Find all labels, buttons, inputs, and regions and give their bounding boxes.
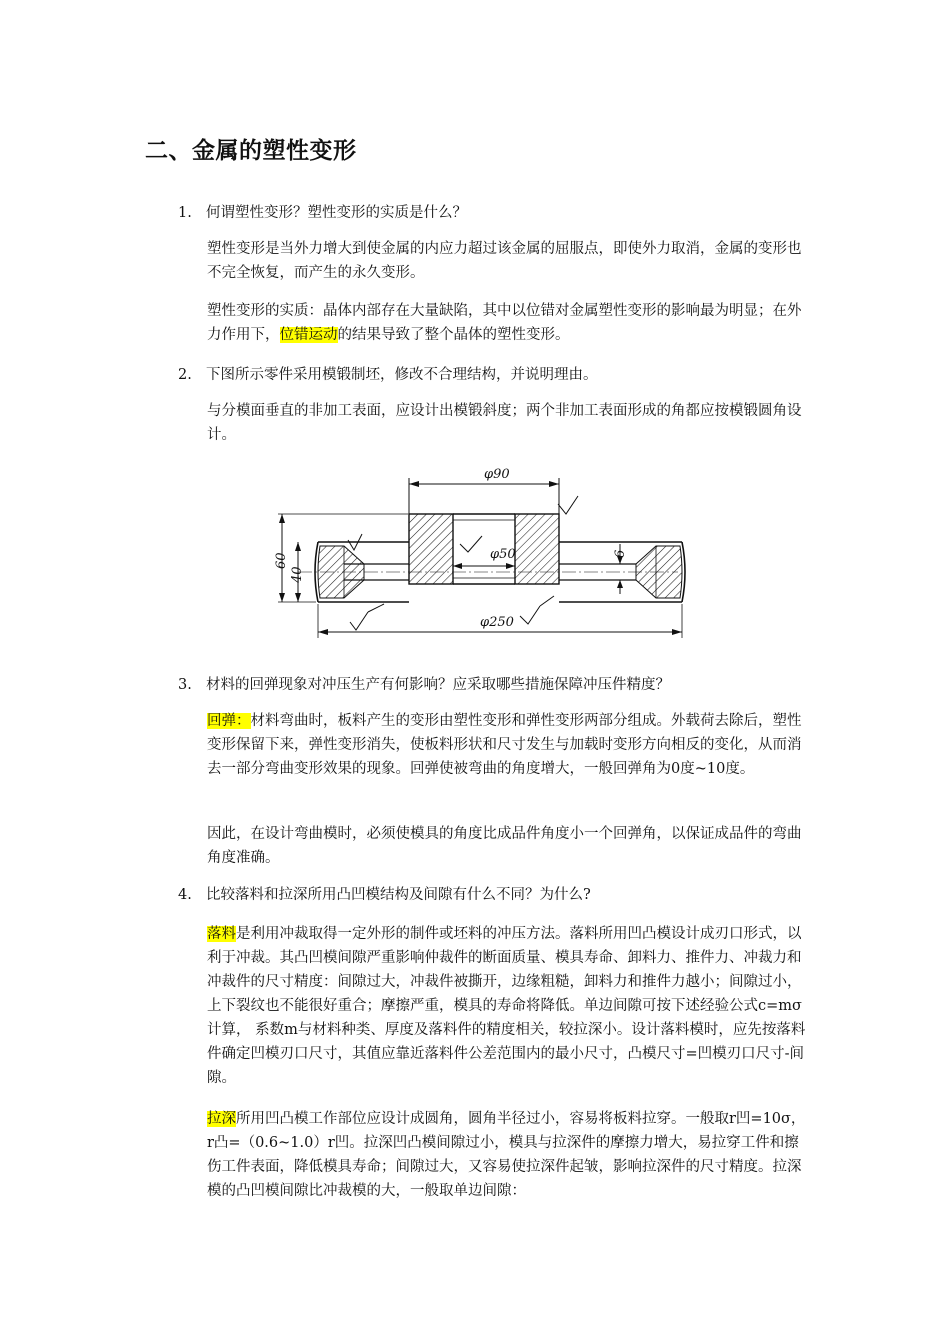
dim-height-60: 60 (274, 552, 289, 569)
answer-paragraph: 落料是利用冲裁取得一定外形的制件或坯料的冲压方法。落料所用凹凸模设计成刃口形式，以利于冲裁。其凸凹模间隙严重影响仲裁件的断面质量、模具寿命、卸料力、推件力、冲裁力和冲裁件的尺寸精度：间隙过大，冲裁件被撕开，边缘粗糙，卸料力和推件力越小；间隙过小，上下裂纹也不能很好重合；摩擦严重，模具的寿命将降低。单边间隙可按下述经验公式c=mσ计算， 系数m与材料种类、厚度及落料件的精度相关，较拉深小。设计落料模时，应先按落料件确定凹模刃口尺寸，其值应靠近落料件公差范围内的最小尺寸，凸模尺寸=凹模刃口尺寸-间隙。 (207, 926, 806, 1086)
question-text: 何谓塑性变形？塑性变形的实质是什么？ (206, 205, 467, 221)
question-4 (178, 884, 591, 906)
answer-paragraph: 塑性变形的实质：晶体内部存在大量缺陷，其中以位错对金属塑性变形的影响最为明显；在外力作用下，位错运动的结果导致了整个晶体的塑性变形。 (207, 303, 802, 343)
answer-paragraph: 塑性变形是当外力增大到使金属的内应力超过该金属的屈服点，即使外力取消，金属的变形也不完全恢复，而产生的永久变形。 (207, 241, 802, 281)
dim-height-40: 40 (290, 566, 305, 583)
question-number: 2. (178, 367, 192, 383)
section-title: 二、金属的塑性变形 (145, 138, 357, 164)
dim-phi90: φ90 (484, 467, 510, 482)
dim-phi250: φ250 (480, 615, 514, 630)
question-3 (178, 674, 670, 696)
highlighted-term: 拉深 (207, 1111, 236, 1127)
question-text: 比较落料和拉深所用凸凹模结构及间隙有什么不同？为什么? (206, 887, 591, 903)
question-number: 1. (178, 205, 192, 221)
question-text: 下图所示零件采用模锻制坯，修改不合理结构，并说明理由。 (206, 367, 598, 383)
answer-paragraph: 回弹：材料弯曲时，板料产生的变形由塑性变形和弹性变形两部分组成。外载荷去除后，塑性变形保留下来，弹性变形消失，使板料形状和尺寸发生与加载时变形方向相反的变化，从而消去一部分弯曲变形效果的现象。回弹使被弯曲的角度增大，一般回弹角为0度~10度。 (207, 713, 802, 777)
highlighted-term: 位错运动 (279, 327, 338, 343)
forging-part-drawing (268, 460, 696, 642)
answer-paragraph: 与分模面垂直的非加工表面，应设计出模锻斜度；两个非加工表面形成的角都应按模锻圆角设计。 (207, 403, 802, 443)
question-number: 4. (178, 887, 192, 903)
highlighted-term: 落料 (207, 926, 236, 942)
dim-thickness-6: 6 (613, 549, 628, 558)
highlighted-term: 回弹： (207, 713, 251, 729)
question-text: 材料的回弹现象对冲压生产有何影响？应采取哪些措施保障冲压件精度？ (206, 677, 670, 693)
dim-phi50: φ50 (490, 547, 516, 562)
question-2 (178, 364, 598, 386)
answer-paragraph: 因此，在设计弯曲模时，必须使模具的角度比成品件角度小一个回弹角，以保证成品件的弯曲角度准确。 (207, 826, 802, 866)
answer-paragraph: 拉深所用凹凸模工作部位应设计成圆角，圆角半径过小，容易将板料拉穿。一般取r凹=10σ，r凸=（0.6~1.0）r凹。拉深凹凸模间隙过小，模具与拉深件的摩擦力增大，易拉穿工件和擦伤工件表面，降低模具寿命；间隙过大，又容易使拉深件起皱，影响拉深件的尺寸精度。拉深模的凸凹模间隙比冲裁模的大，一般取单边间隙： (207, 1111, 806, 1199)
question-1 (178, 202, 467, 224)
question-number: 3. (178, 677, 192, 693)
